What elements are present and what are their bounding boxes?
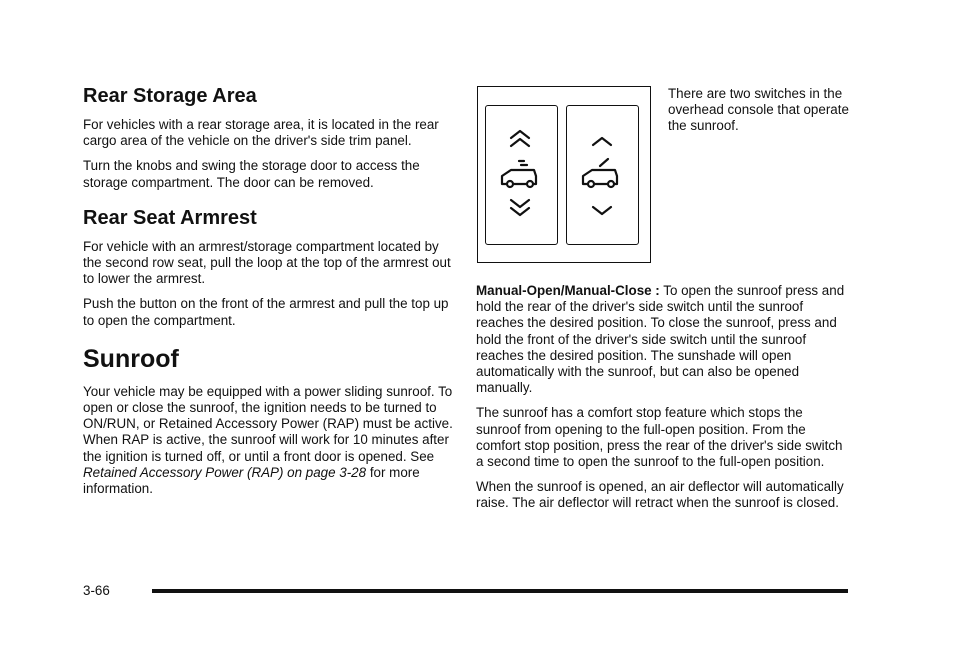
figure-caption: [668, 86, 868, 144]
sunroof-intro-end: for more information.: [83, 464, 420, 497]
rear-armrest-heading: Rear Seat Armrest: [83, 206, 257, 229]
double-chevron-up-icon: [511, 131, 529, 146]
figure-caption-text: There are two switches in the overhead console that operate the sunroof.: [668, 86, 849, 134]
sunroof-section: [83, 344, 453, 497]
comfort-stop-paragraph: The sunroof has a comfort stop feature which stops the sunroof from opening to the full-open position. From the comfort stop position, press the rear of the driver's side switch a second time to open the sunroof to the full-open position.: [476, 405, 843, 470]
sunroof-intro-text: Your vehicle may be equipped with a power sliding sunroof. To open or close the sunroof, the ignition needs to be turned to ON/RUN, or Retained Accessory Power (RAP) must be active. When RAP is active, the sunroof will work for 10 minutes after the ignition is turned off, or until a front door is opened. See: [83, 383, 453, 464]
manual-open-close-paragraph: [476, 283, 846, 396]
express-sunroof-switch: [485, 105, 558, 245]
rear-armrest-paragraph-2: Push the button on the front of the armrest and pull the top up to open the compartment.: [83, 296, 449, 328]
chevron-down-icon: [593, 207, 611, 214]
sunroof-switch-illustration: [477, 86, 651, 263]
rear-armrest-paragraph-1: For vehicle with an armrest/storage compartment located by the second row seat, pull the loop at the top of the armrest out to lower the armrest.: [83, 238, 451, 287]
double-chevron-down-icon: [511, 200, 529, 215]
sunroof-vent-switch: [566, 105, 639, 245]
rear-storage-section: [83, 84, 453, 191]
footer-rule: [152, 589, 848, 593]
sunroof-intro-paragraph: [83, 384, 453, 497]
rear-storage-paragraph-2: Turn the knobs and swing the storage door to access the storage compartment. The door can be removed.: [83, 158, 420, 190]
rear-storage-paragraph-1: For vehicles with a rear storage area, it is located in the rear cargo area of the vehicle on the driver's side trim panel.: [83, 117, 439, 149]
rear-storage-heading: Rear Storage Area: [83, 85, 257, 107]
page-number: 3-66: [83, 583, 110, 598]
rear-armrest-section: [83, 206, 453, 329]
air-deflector-paragraph: When the sunroof is opened, an air deflector will automatically raise. The air deflector will retract when the sunroof is closed.: [476, 479, 844, 511]
chevron-up-icon: [593, 138, 611, 145]
sunroof-heading: Sunroof: [83, 344, 179, 373]
left-column: [83, 84, 453, 512]
manual-open-close-text: To open the sunroof press and hold the rear of the driver's side switch until the sunroof reaches the desired position. To close the sunroof, press and hold the front of the driver's side switch until the sunroof reaches the desired position. The sunshade will open automatically with the sunroof, but can also be opened manually.: [476, 283, 845, 396]
rap-cross-reference-link[interactable]: Retained Accessory Power (RAP) on page 3-28: [83, 464, 367, 480]
manual-open-close-label: Manual-Open/Manual-Close :: [476, 283, 660, 298]
right-column: [476, 283, 846, 521]
